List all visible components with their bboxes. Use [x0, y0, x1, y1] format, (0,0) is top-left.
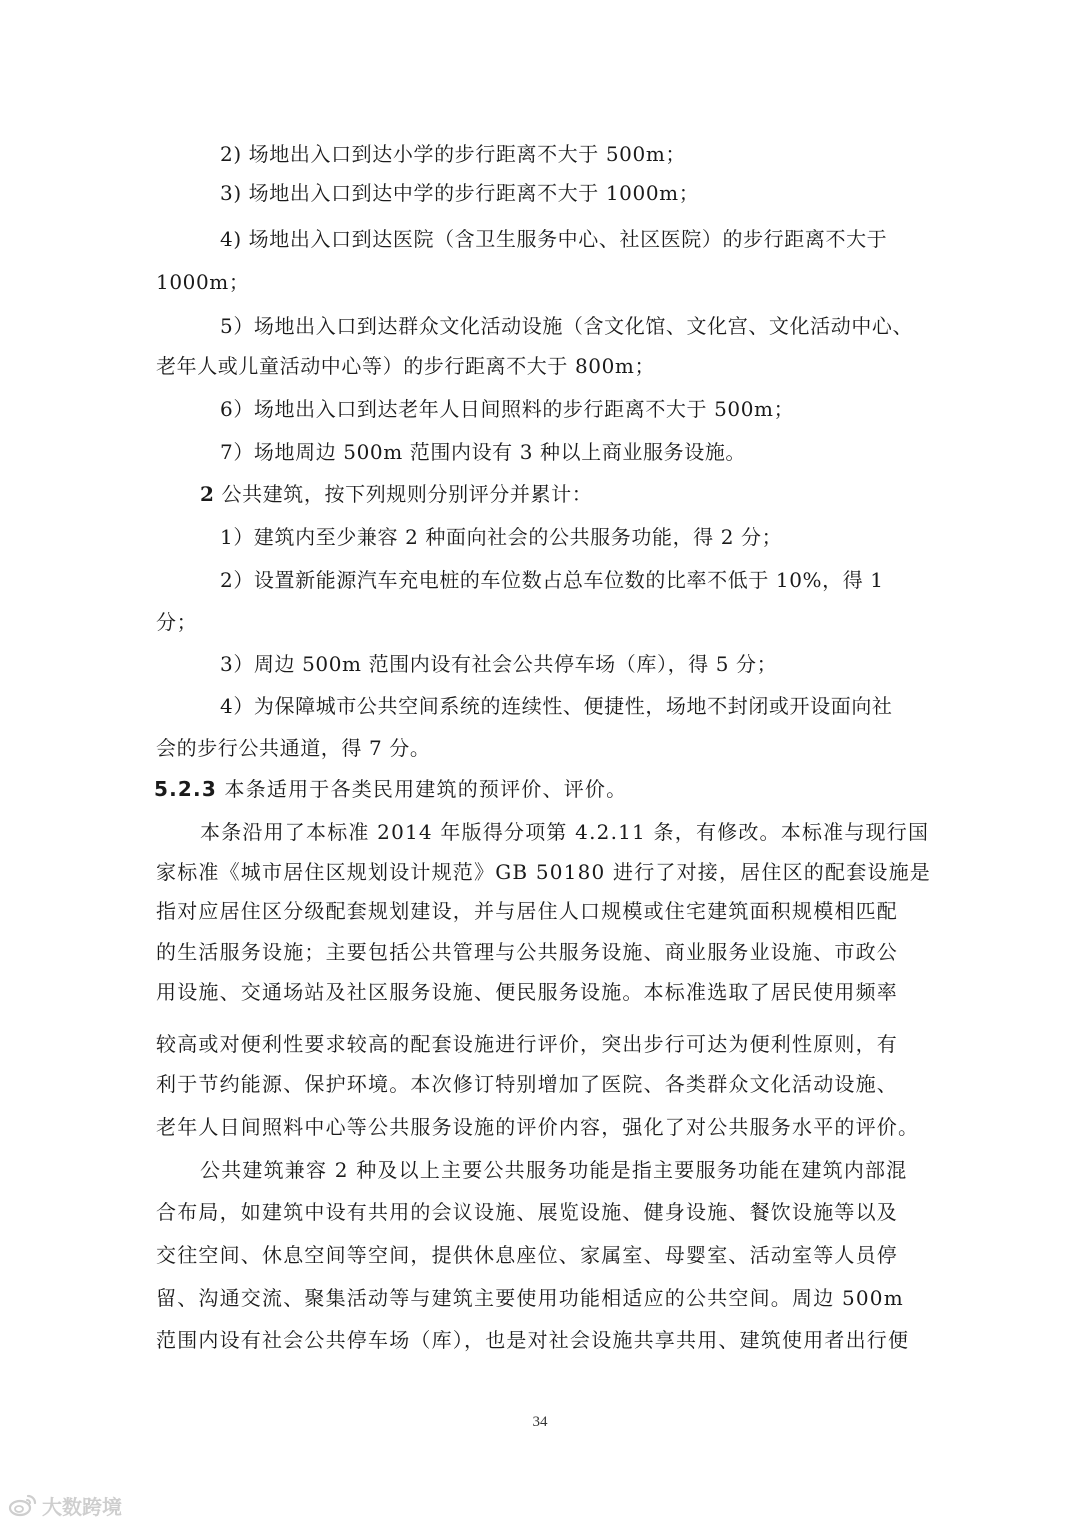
list-item-2-ev-charging-cont: 分；: [156, 610, 198, 634]
list-item-2-primary-school: 2) 场地出入口到达小学的步行距离不大于 500m；: [220, 142, 686, 166]
watermark: [8, 1490, 122, 1520]
list-item-5-cultural-facilities-cont: 老年人或儿童活动中心等）的步行距离不大于 800m；: [156, 354, 656, 378]
weibo-logo-icon: [8, 1492, 38, 1518]
explanation-para1-line1: 本条沿用了本标准 2014 年版得分项第 4.2.11 条，有修改。本标准与现行国: [200, 820, 930, 844]
list-item-5-cultural-facilities: 5）场地出入口到达群众文化活动设施（含文化馆、文化宫、文化活动中心、: [220, 314, 914, 338]
list-item-4-hospital-cont: 1000m；: [156, 270, 250, 294]
explanation-para1-line5: 用设施、交通场站及社区服务设施、便民服务设施。本标准选取了居民使用频率: [156, 980, 898, 1004]
explanation-para1-line4: 的生活服务设施；主要包括公共管理与公共服务设施、商业服务业设施、市政公: [156, 940, 898, 964]
explanation-para2-line3: 交往空间、休息空间等空间，提供休息座位、家属室、母婴室、活动室等人员停: [156, 1243, 898, 1267]
list-item-6-elderly-care: 6）场地出入口到达老年人日间照料的步行距离不大于 500m；: [220, 397, 795, 421]
explanation-para1-line6: 较高或对便利性要求较高的配套设施进行评价，突出步行可达为便利性原则，有: [156, 1032, 898, 1056]
explanation-para1-line8: 老年人日间照料中心等公共服务设施的评价内容，强化了对公共服务水平的评价。: [156, 1115, 920, 1139]
clause-5-2-3-heading: [154, 775, 627, 803]
explanation-para1-line3: 指对应居住区分级配套规划建设，并与居住人口规模或住宅建筑面积规模相匹配: [156, 899, 898, 923]
list-item-4-public-passage: 4）为保障城市公共空间系统的连续性、便捷性，场地不封闭或开设面向社: [220, 694, 893, 718]
watermark-text: 大数跨境: [42, 1494, 122, 1519]
list-item-2-ev-charging: 2）设置新能源汽车充电桩的车位数占总车位数的比率不低于 10%，得 1: [220, 568, 884, 592]
list-item-1-public-services: 1）建筑内至少兼容 2 种面向社会的公共服务功能，得 2 分；: [220, 525, 783, 549]
clause-title: 本条适用于各类民用建筑的预评价、评价。: [216, 777, 628, 801]
explanation-para2-line1: 公共建筑兼容 2 种及以上主要公共服务功能是指主要服务功能在建筑内部混: [200, 1158, 908, 1182]
explanation-para2-line2: 合布局，如建筑中设有共用的会议设施、展览设施、健身设施、餐饮设施等以及: [156, 1200, 898, 1224]
section-public-buildings-heading: [200, 480, 592, 508]
explanation-para2-line5: 范围内设有社会公共停车场（库），也是对社会设施共享共用、建筑使用者出行便: [156, 1328, 910, 1352]
list-item-4-hospital: 4) 场地出入口到达医院（含卫生服务中心、社区医院）的步行距离不大于: [220, 227, 888, 251]
list-item-4-public-passage-cont: 会的步行公共通道，得 7 分。: [156, 736, 431, 760]
list-item-3-parking: 3）周边 500m 范围内设有社会公共停车场（库），得 5 分；: [220, 652, 778, 676]
list-item-3-middle-school: 3) 场地出入口到达中学的步行距离不大于 1000m；: [220, 181, 700, 205]
page-number: 34: [532, 1414, 548, 1430]
explanation-para2-line4: 留、沟通交流、聚集活动等与建筑主要使用功能相适应的公共空间。周边 500m: [156, 1286, 904, 1310]
explanation-para1-line7: 利于节约能源、保护环境。本次修订特别增加了医院、各类群众文化活动设施、: [156, 1072, 898, 1096]
list-item-7-commercial: 7）场地周边 500m 范围内设有 3 种以上商业服务设施。: [220, 440, 747, 464]
clause-number: 5.2.3: [154, 777, 217, 801]
heading-text: 公共建筑，按下列规则分别评分并累计：: [214, 482, 593, 506]
explanation-para1-line2: 家标准《城市居住区规划设计规范》GB 50180 进行了对接，居住区的配套设施是: [156, 860, 932, 884]
heading-number: 2: [200, 482, 215, 506]
